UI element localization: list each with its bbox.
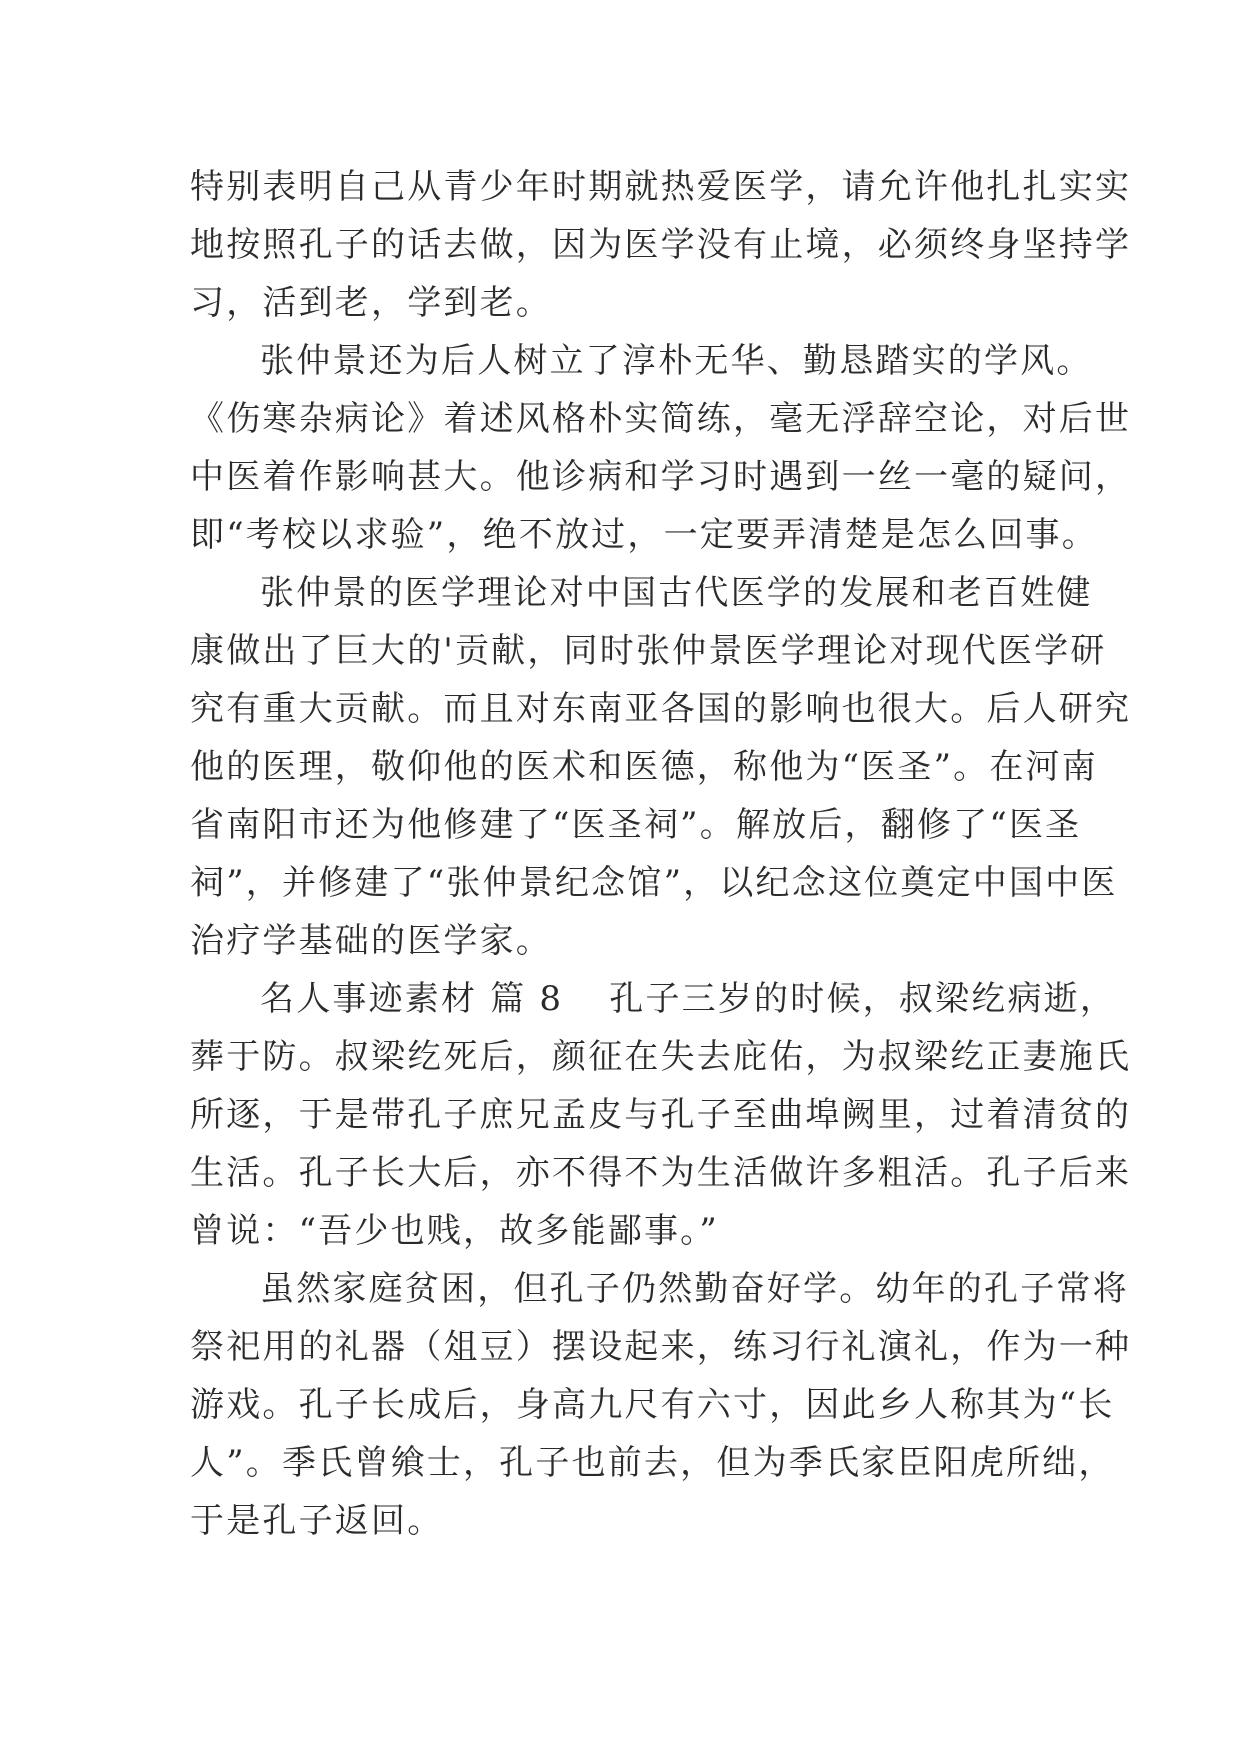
section-heading-line [190,970,1117,1028]
text-line: 《伤寒杂病论》着述风格朴实简练，毫无浮辞空论，对后世 [190,399,1132,439]
text-line: 特别表明自己从青少年时期就热爱医学，请允许他扎扎实实 [190,167,1132,207]
text-line: 他的医理，敬仰他的医术和医德，称他为“医圣”。在河南 [190,747,1098,787]
text-line: 治疗学基础的医学家。 [190,921,552,961]
paragraph-study-devotion [190,158,1132,332]
text-line: 张仲景的医学理论对中国古代医学的发展和老百姓健 [260,573,1093,613]
text-line: 于是孔子返回。 [190,1501,444,1541]
text-line: 葬于防。叔梁纥死后，颜征在失去庇佑，为叔梁纥正妻施氏 [190,1037,1132,1077]
text-line: 中医着作影响甚大。他诊病和学习时遇到一丝一毫的疑问， [190,457,1132,497]
page-body [190,158,1132,1550]
text-line: 康做出了巨大的'贡献，同时张仲景医学理论对现代医学研 [190,631,1107,671]
text-line: 曾说：“吾少也贱，故多能鄙事。” [190,1211,719,1251]
paragraph-confucius-youth [190,1260,1132,1550]
text-line: 省南阳市还为他修建了“医圣祠”。解放后，翻修了“医圣 [190,805,1082,845]
section-first-line: 孔子三岁的时候，叔梁纥病逝， [609,979,1117,1019]
text-line: 游戏。孔子长成后，身高九尺有六寸，因此乡人称其为“长 [190,1385,1115,1425]
text-line: 地按照孔子的话去做，因为医学没有止境，必须终身坚持学 [190,225,1132,265]
text-line: 生活。孔子长大后，亦不得不为生活做许多粗活。孔子后来 [190,1153,1132,1193]
section-heading: 名人事迹素材 篇 8 [260,979,564,1019]
text-line: 即“考校以求验”，绝不放过，一定要弄清楚是怎么回事。 [190,515,1098,555]
paragraph-study-style [190,332,1132,564]
text-line: 虽然家庭贫困，但孔子仍然勤奋好学。幼年的孔子常将 [260,1269,1129,1309]
text-line: 张仲景还为后人树立了淳朴无华、勤恳踏实的学风。 [260,341,1093,381]
text-line: 祭祀用的礼器（俎豆）摆设起来，练习行礼演礼，作为一种 [190,1327,1132,1367]
text-line: 祠”，并修建了“张仲景纪念馆”，以纪念这位奠定中国中医 [190,863,1118,903]
paragraph-contribution [190,564,1132,970]
text-line: 究有重大贡献。而且对东南亚各国的影响也很大。后人研究 [190,689,1132,729]
section-confucius [190,970,1132,1260]
text-line: 所逐，于是带孔子庶兄孟皮与孔子至曲埠阙里，过着清贫的 [190,1095,1132,1135]
text-line: 习，活到老，学到老。 [190,283,552,323]
text-line: 人”。季氏曾飨士，孔子也前去，但为季氏家臣阳虎所绌， [190,1443,1115,1483]
